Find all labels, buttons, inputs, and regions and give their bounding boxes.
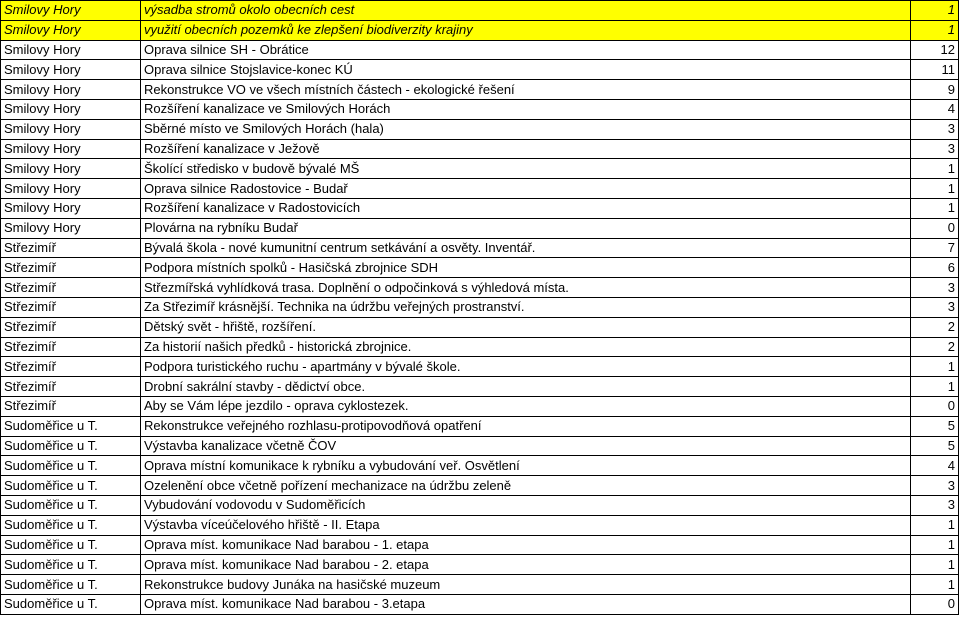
value-cell[interactable]: 4	[911, 456, 959, 476]
project-cell[interactable]: Rozšíření kanalizace v Radostovicích	[141, 198, 911, 218]
municipality-cell[interactable]: Sudoměřice u T.	[1, 456, 141, 476]
project-cell[interactable]: Za Střezimíř krásnější. Technika na údržbu veřejných prostranství.	[141, 297, 911, 317]
value-cell[interactable]: 2	[911, 337, 959, 357]
value-cell[interactable]: 2	[911, 317, 959, 337]
value-cell[interactable]: 1	[911, 179, 959, 199]
municipality-cell[interactable]: Sudoměřice u T.	[1, 495, 141, 515]
value-cell[interactable]: 3	[911, 297, 959, 317]
value-cell[interactable]: 1	[911, 159, 959, 179]
municipality-cell[interactable]: Smilovy Hory	[1, 20, 141, 40]
value-cell[interactable]: 1	[911, 515, 959, 535]
value-cell[interactable]: 0	[911, 594, 959, 614]
project-cell[interactable]: Podpora turistického ruchu - apartmány v bývalé škole.	[141, 357, 911, 377]
municipality-cell[interactable]: Smilovy Hory	[1, 99, 141, 119]
table-row	[1, 396, 959, 416]
table-row	[1, 297, 959, 317]
table-row	[1, 139, 959, 159]
project-cell[interactable]: Sběrné místo ve Smilových Horách (hala)	[141, 119, 911, 139]
value-cell[interactable]: 5	[911, 436, 959, 456]
project-cell[interactable]: Oprava míst. komunikace Nad barabou - 3.etapa	[141, 594, 911, 614]
table-row	[1, 416, 959, 436]
value-cell[interactable]: 5	[911, 416, 959, 436]
municipality-cell[interactable]: Smilovy Hory	[1, 40, 141, 60]
municipality-cell[interactable]: Střezimíř	[1, 357, 141, 377]
table-row	[1, 575, 959, 595]
project-cell[interactable]: Školící středisko v budově bývalé MŠ	[141, 159, 911, 179]
table-row	[1, 278, 959, 298]
municipality-cell[interactable]: Smilovy Hory	[1, 218, 141, 238]
project-cell[interactable]: využití obecních pozemků ke zlepšení biodiverzity krajiny	[141, 20, 911, 40]
table-row	[1, 555, 959, 575]
table-row	[1, 1, 959, 21]
project-cell[interactable]: Za historií našich předků - historická zbrojnice.	[141, 337, 911, 357]
project-cell[interactable]: Podpora místních spolků - Hasičská zbrojnice SDH	[141, 258, 911, 278]
table-row	[1, 456, 959, 476]
municipality-cell[interactable]: Střezimíř	[1, 337, 141, 357]
municipality-cell[interactable]: Sudoměřice u T.	[1, 535, 141, 555]
table-row	[1, 436, 959, 456]
project-cell[interactable]: Výstavba víceúčelového hřiště - II. Etapa	[141, 515, 911, 535]
value-cell[interactable]: 1	[911, 535, 959, 555]
table-row	[1, 20, 959, 40]
municipality-cell[interactable]: Střezimíř	[1, 377, 141, 397]
value-cell[interactable]: 1	[911, 198, 959, 218]
table-row	[1, 317, 959, 337]
project-cell[interactable]: Rekonstrukce veřejného rozhlasu-protipovodňová opatření	[141, 416, 911, 436]
value-cell[interactable]: 3	[911, 278, 959, 298]
municipality-cell[interactable]: Sudoměřice u T.	[1, 436, 141, 456]
municipality-cell[interactable]: Smilovy Hory	[1, 60, 141, 80]
value-cell[interactable]: 1	[911, 1, 959, 21]
value-cell[interactable]: 3	[911, 119, 959, 139]
table-row	[1, 377, 959, 397]
project-cell[interactable]: Bývalá škola - nové kumunitní centrum setkávání a osvěty. Inventář.	[141, 238, 911, 258]
table-row	[1, 80, 959, 100]
project-cell[interactable]: Drobní sakrální stavby - dědictví obce.	[141, 377, 911, 397]
table-row	[1, 119, 959, 139]
project-cell[interactable]: Dětský svět - hřiště, rozšíření.	[141, 317, 911, 337]
municipality-cell[interactable]: Smilovy Hory	[1, 159, 141, 179]
value-cell[interactable]: 11	[911, 60, 959, 80]
table-row	[1, 60, 959, 80]
municipality-cell[interactable]: Střezimíř	[1, 258, 141, 278]
value-cell[interactable]: 1	[911, 377, 959, 397]
project-cell[interactable]: Vybudování vodovodu v Sudoměřicích	[141, 495, 911, 515]
value-cell[interactable]: 3	[911, 139, 959, 159]
project-cell[interactable]: Ozelenění obce včetně pořízení mechanizace na údržbu zeleně	[141, 476, 911, 496]
table-body	[1, 1, 959, 615]
municipality-cell[interactable]: Střezimíř	[1, 297, 141, 317]
project-cell[interactable]: výsadba stromů okolo obecních cest	[141, 1, 911, 21]
value-cell[interactable]: 6	[911, 258, 959, 278]
municipality-cell[interactable]: Smilovy Hory	[1, 119, 141, 139]
municipality-cell[interactable]: Sudoměřice u T.	[1, 515, 141, 535]
value-cell[interactable]: 1	[911, 357, 959, 377]
project-cell[interactable]: Oprava silnice Radostovice - Budař	[141, 179, 911, 199]
project-cell[interactable]: Výstavba kanalizace včetně ČOV	[141, 436, 911, 456]
value-cell[interactable]: 0	[911, 396, 959, 416]
table-row	[1, 99, 959, 119]
municipality-cell[interactable]: Smilovy Hory	[1, 1, 141, 21]
project-cell[interactable]: Rekonstrukce VO ve všech místních částech - ekologické řešení	[141, 80, 911, 100]
municipality-cell[interactable]: Smilovy Hory	[1, 179, 141, 199]
project-cell[interactable]: Rekonstrukce budovy Junáka na hasičské muzeum	[141, 575, 911, 595]
table-row	[1, 476, 959, 496]
table-row	[1, 238, 959, 258]
municipality-cell[interactable]: Sudoměřice u T.	[1, 416, 141, 436]
value-cell[interactable]: 12	[911, 40, 959, 60]
project-cell[interactable]: Rozšíření kanalizace ve Smilových Horách	[141, 99, 911, 119]
table-row	[1, 40, 959, 60]
value-cell[interactable]: 7	[911, 238, 959, 258]
table-row	[1, 594, 959, 614]
municipality-cell[interactable]: Sudoměřice u T.	[1, 575, 141, 595]
project-cell[interactable]: Oprava míst. komunikace Nad barabou - 2. etapa	[141, 555, 911, 575]
project-cell[interactable]: Střezmířská vyhlídková trasa. Doplnění o odpočinková s výhledová místa.	[141, 278, 911, 298]
value-cell[interactable]: 1	[911, 575, 959, 595]
project-cell[interactable]: Oprava silnice Stojslavice-konec KÚ	[141, 60, 911, 80]
project-cell[interactable]: Oprava míst. komunikace Nad barabou - 1. etapa	[141, 535, 911, 555]
value-cell[interactable]: 3	[911, 495, 959, 515]
project-cell[interactable]: Oprava silnice SH - Obrátice	[141, 40, 911, 60]
table-row	[1, 198, 959, 218]
municipality-cell[interactable]: Střezimíř	[1, 278, 141, 298]
table-row	[1, 179, 959, 199]
municipality-cell[interactable]: Smilovy Hory	[1, 139, 141, 159]
municipality-cell[interactable]: Sudoměřice u T.	[1, 594, 141, 614]
municipality-cell[interactable]: Sudoměřice u T.	[1, 555, 141, 575]
municipality-cell[interactable]: Sudoměřice u T.	[1, 476, 141, 496]
project-cell[interactable]: Oprava místní komunikace k rybníku a vybudování veř. Osvětlení	[141, 456, 911, 476]
value-cell[interactable]: 3	[911, 476, 959, 496]
table-row	[1, 357, 959, 377]
value-cell[interactable]: 0	[911, 218, 959, 238]
value-cell[interactable]: 1	[911, 555, 959, 575]
table-row	[1, 515, 959, 535]
municipality-cell[interactable]: Smilovy Hory	[1, 198, 141, 218]
table-row	[1, 337, 959, 357]
project-cell[interactable]: Plovárna na rybníku Budař	[141, 218, 911, 238]
value-cell[interactable]: 9	[911, 80, 959, 100]
value-cell[interactable]: 4	[911, 99, 959, 119]
project-cell[interactable]: Rozšíření kanalizace v Ježově	[141, 139, 911, 159]
municipality-cell[interactable]: Smilovy Hory	[1, 80, 141, 100]
table-row	[1, 159, 959, 179]
table-row	[1, 535, 959, 555]
table-row	[1, 495, 959, 515]
table-row	[1, 258, 959, 278]
table-row	[1, 218, 959, 238]
project-cell[interactable]: Aby se Vám lépe jezdilo - oprava cyklostezek.	[141, 396, 911, 416]
value-cell[interactable]: 1	[911, 20, 959, 40]
municipality-cell[interactable]: Střezimíř	[1, 317, 141, 337]
municipality-cell[interactable]: Střezimíř	[1, 396, 141, 416]
municipality-cell[interactable]: Střezimíř	[1, 238, 141, 258]
